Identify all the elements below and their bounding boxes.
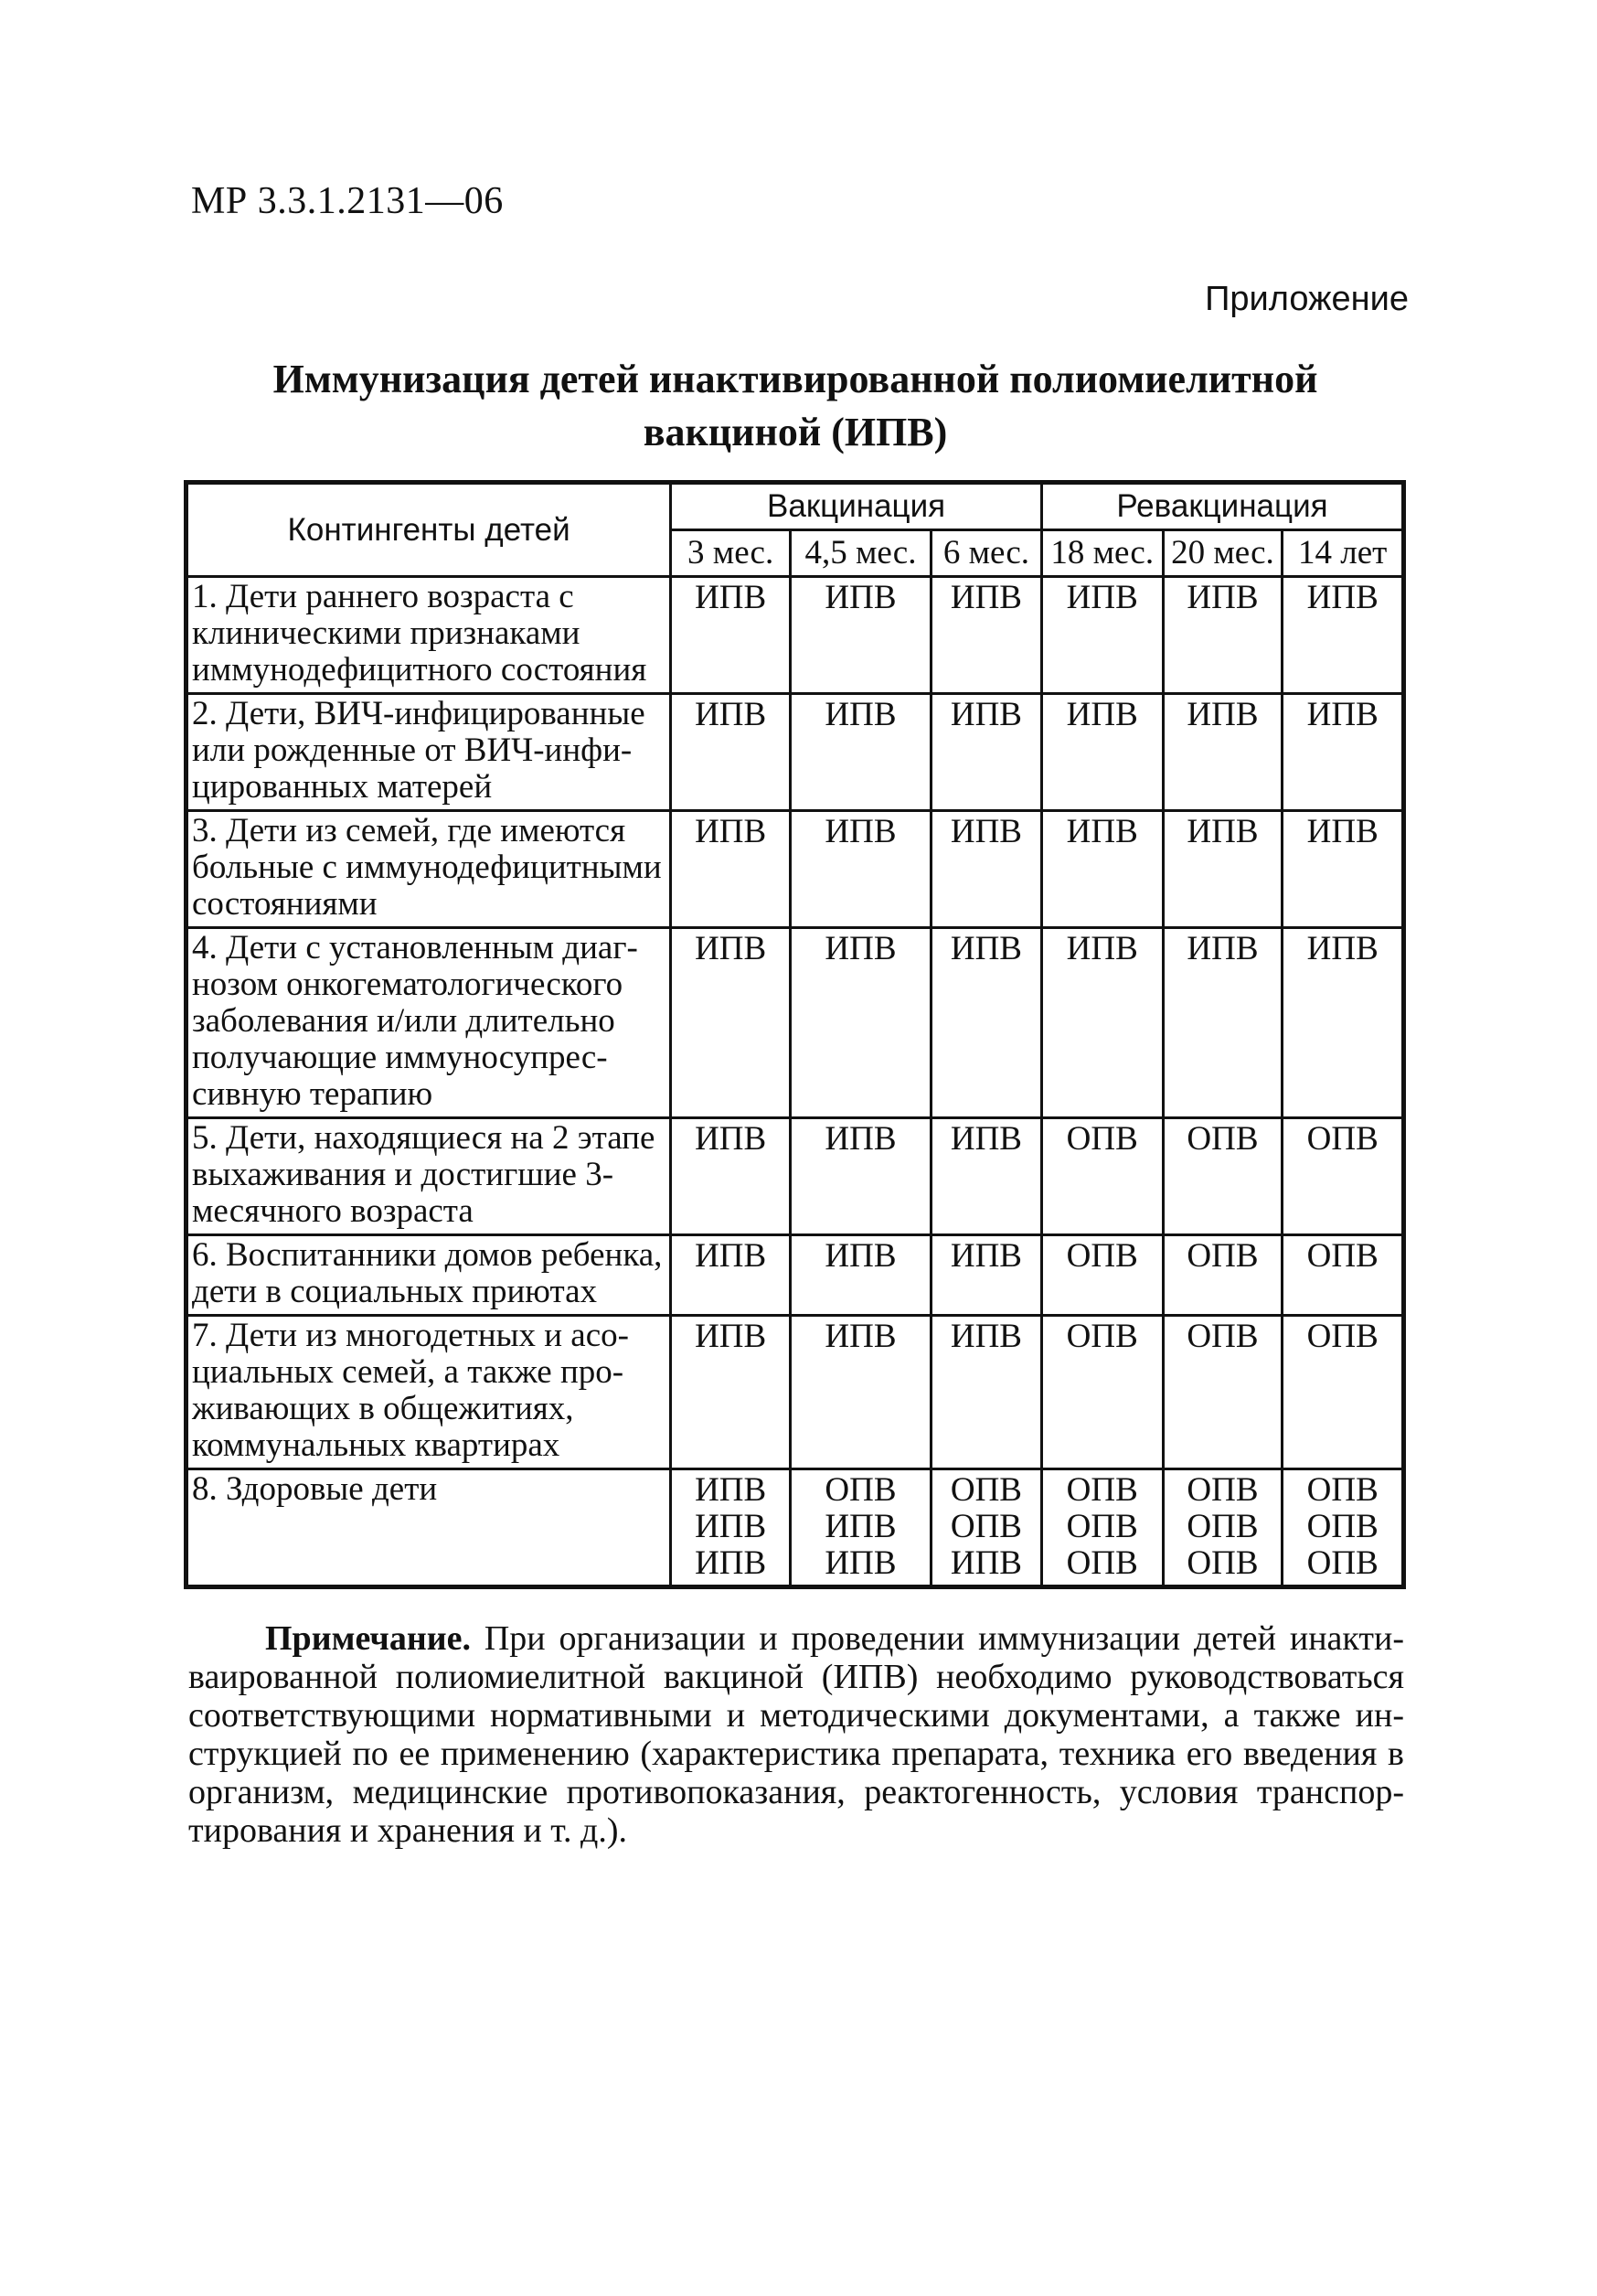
vaccine-value: ОПВ xyxy=(1066,1471,1138,1509)
vaccine-cell xyxy=(791,1316,932,1469)
vaccine-cell xyxy=(791,694,932,811)
table-header-row xyxy=(186,483,1404,530)
vaccine-value: ОПВ xyxy=(1066,1237,1138,1275)
vaccine-value: ИПВ xyxy=(1306,813,1379,850)
vaccine-cell xyxy=(791,1118,932,1235)
vaccine-value: ИПВ xyxy=(695,1318,767,1355)
vaccine-cell xyxy=(1283,1118,1404,1235)
vaccine-cell xyxy=(791,1469,932,1587)
vaccine-value: ИПВ xyxy=(825,930,897,967)
vaccine-value: ОПВ xyxy=(1187,1318,1259,1355)
vaccine-value: ОПВ xyxy=(950,1508,1022,1545)
vaccine-value: ИПВ xyxy=(1187,696,1259,733)
vaccine-value: ОПВ xyxy=(1306,1544,1379,1582)
vaccine-cell xyxy=(931,1235,1041,1316)
vaccine-value: ИПВ xyxy=(695,1120,767,1158)
vaccine-value: ИПВ xyxy=(1066,813,1138,850)
vaccine-value: ИПВ xyxy=(825,696,897,733)
vaccine-value: ИПВ xyxy=(950,1237,1022,1275)
age-header: 6 мес. xyxy=(931,530,1041,577)
page-title xyxy=(183,353,1408,459)
age-header: 14 лет xyxy=(1283,530,1404,577)
vaccine-cell xyxy=(931,577,1041,694)
vaccine-cell xyxy=(1041,694,1163,811)
vaccine-value: ИПВ xyxy=(825,1237,897,1275)
table-row xyxy=(186,577,1404,694)
vaccine-cell xyxy=(1283,577,1404,694)
vaccine-cell xyxy=(1041,928,1163,1118)
vaccine-value: ИПВ xyxy=(1306,930,1379,967)
table-row xyxy=(186,694,1404,811)
table-row xyxy=(186,928,1404,1118)
vaccine-cell xyxy=(1041,577,1163,694)
contingent-header: Контингенты детей xyxy=(186,483,671,577)
immunization-schedule-table xyxy=(184,480,1406,1589)
vaccine-value: ОПВ xyxy=(1187,1544,1259,1582)
vaccine-value: ОПВ xyxy=(950,1471,1022,1509)
age-header: 20 мес. xyxy=(1163,530,1283,577)
vaccine-cell xyxy=(791,1235,932,1316)
vaccine-value: ИПВ xyxy=(950,1318,1022,1355)
age-header: 3 мес. xyxy=(671,530,791,577)
vaccine-cell xyxy=(1163,1316,1283,1469)
vaccine-cell xyxy=(671,1316,791,1469)
revaccination-group-header: Ревакцинация xyxy=(1041,483,1403,530)
vaccine-value: ИПВ xyxy=(695,1544,767,1582)
vaccine-value: ОПВ xyxy=(825,1471,897,1509)
vaccine-cell xyxy=(1163,1235,1283,1316)
document-code: МР 3.3.1.2131—06 xyxy=(191,180,504,222)
contingent-cell: 1. Дети раннего возраста с клиническими признаками иммунодефицитного состояния xyxy=(186,577,671,694)
vaccine-cell xyxy=(791,928,932,1118)
vaccine-value: ИПВ xyxy=(825,1318,897,1355)
vaccine-cell xyxy=(1283,928,1404,1118)
vaccine-cell xyxy=(1041,1316,1163,1469)
vaccine-value: ИПВ xyxy=(695,813,767,850)
vaccine-value: ИПВ xyxy=(825,1544,897,1582)
vaccine-value: ИПВ xyxy=(825,1508,897,1545)
vaccine-value: ИПВ xyxy=(1187,813,1259,850)
vaccine-cell xyxy=(1163,928,1283,1118)
table-body xyxy=(186,577,1404,1587)
vaccine-value: ИПВ xyxy=(950,813,1022,850)
vaccine-cell xyxy=(671,1118,791,1235)
vaccine-value: ОПВ xyxy=(1306,1237,1379,1275)
vaccine-cell xyxy=(1163,811,1283,928)
vaccine-cell xyxy=(671,694,791,811)
table-row xyxy=(186,1118,1404,1235)
age-header: 4,5 мес. xyxy=(791,530,932,577)
vaccine-cell xyxy=(1041,1469,1163,1587)
vaccine-value: ИПВ xyxy=(1306,579,1379,616)
vaccine-cell xyxy=(931,928,1041,1118)
vaccine-value: ОПВ xyxy=(1066,1318,1138,1355)
vaccine-value: ОПВ xyxy=(1187,1237,1259,1275)
vaccine-cell xyxy=(1163,577,1283,694)
vaccine-value: ОПВ xyxy=(1306,1471,1379,1509)
vaccine-value: ИПВ xyxy=(1066,579,1138,616)
vaccine-cell xyxy=(1283,811,1404,928)
vaccine-cell xyxy=(1283,1235,1404,1316)
vaccine-value: ИПВ xyxy=(950,1120,1022,1158)
vaccine-value: ИПВ xyxy=(695,696,767,733)
note-label: Примечание. xyxy=(265,1619,471,1658)
vaccine-cell xyxy=(671,811,791,928)
table-row xyxy=(186,1316,1404,1469)
vaccine-cell xyxy=(671,1469,791,1587)
vaccine-cell xyxy=(931,694,1041,811)
table-row xyxy=(186,1235,1404,1316)
title-line-1: Иммунизация детей инактивированной полиомиелитной xyxy=(272,357,1318,401)
vaccine-cell xyxy=(1041,1235,1163,1316)
vaccine-cell xyxy=(1283,1469,1404,1587)
vaccine-value: ОПВ xyxy=(1306,1318,1379,1355)
vaccine-value: ОПВ xyxy=(1187,1471,1259,1509)
vaccine-cell xyxy=(931,811,1041,928)
vaccine-value: ОПВ xyxy=(1306,1120,1379,1158)
vaccine-value: ИПВ xyxy=(825,813,897,850)
vaccine-cell xyxy=(791,811,932,928)
contingent-cell: 3. Дети из семей, где имеются больные с иммунодефицитными состояниями xyxy=(186,811,671,928)
vaccine-value: ИПВ xyxy=(695,930,767,967)
vaccine-value: ИПВ xyxy=(695,1471,767,1509)
vaccine-value: ИПВ xyxy=(825,579,897,616)
contingent-cell: 7. Дети из многодетных и асоциальных семей, а также проживающих в общежитиях, коммунальных квартирах xyxy=(186,1316,671,1469)
contingent-cell: 8. Здоровые дети xyxy=(186,1469,671,1587)
vaccine-cell xyxy=(931,1118,1041,1235)
vaccine-value: ИПВ xyxy=(950,930,1022,967)
vaccine-value: ИПВ xyxy=(950,1544,1022,1582)
title-line-2: вакциной (ИПВ) xyxy=(643,410,948,454)
vaccine-value: ИПВ xyxy=(1187,579,1259,616)
vaccine-value: ИПВ xyxy=(950,579,1022,616)
vaccine-value: ИПВ xyxy=(1187,930,1259,967)
vaccine-cell xyxy=(931,1316,1041,1469)
note-text: При организации и проведении иммунизации детей инактиваированной полиомиелитной вакциной (ИПВ) необходимо руководствоваться соответствующими нормативными и методическими документами, а также инструкцией по ее применению (характеристика препарата, техника его введения в организм, медицинские противопоказания, реактогенность, условия транспортирования и хранения и т. д.). xyxy=(188,1619,1404,1850)
table-row xyxy=(186,811,1404,928)
vaccine-value: ИПВ xyxy=(695,579,767,616)
vaccine-value: ОПВ xyxy=(1066,1544,1138,1582)
vaccine-value: ИПВ xyxy=(950,696,1022,733)
vaccine-value: ИПВ xyxy=(1066,696,1138,733)
vaccine-value: ИПВ xyxy=(1306,696,1379,733)
vaccine-value: ОПВ xyxy=(1187,1120,1259,1158)
vaccine-value: ИПВ xyxy=(695,1237,767,1275)
vaccine-cell xyxy=(671,928,791,1118)
vaccine-value: ОПВ xyxy=(1187,1508,1259,1545)
vaccine-cell xyxy=(1283,694,1404,811)
contingent-cell: 2. Дети, ВИЧ-инфицированные или рожденные от ВИЧ-инфицированных матерей xyxy=(186,694,671,811)
vaccine-value: ИПВ xyxy=(1066,930,1138,967)
vaccine-value: ОПВ xyxy=(1066,1120,1138,1158)
vaccine-value: ОПВ xyxy=(1066,1508,1138,1545)
vaccine-cell xyxy=(671,1235,791,1316)
vaccine-value: ИПВ xyxy=(825,1120,897,1158)
vaccine-cell xyxy=(931,1469,1041,1587)
vaccine-cell xyxy=(1163,1469,1283,1587)
vaccine-value: ОПВ xyxy=(1306,1508,1379,1545)
note-paragraph xyxy=(188,1619,1404,1850)
vaccine-cell xyxy=(1163,1118,1283,1235)
vaccine-cell xyxy=(1163,694,1283,811)
age-header: 18 мес. xyxy=(1041,530,1163,577)
vaccine-value: ИПВ xyxy=(695,1508,767,1545)
table-row xyxy=(186,1469,1404,1587)
contingent-cell: 5. Дети, находящиеся на 2 этапе выхаживания и достигшие 3-месячного возраста xyxy=(186,1118,671,1235)
vaccine-cell xyxy=(1041,1118,1163,1235)
appendix-label: Приложение xyxy=(1205,280,1409,318)
vaccine-cell xyxy=(1041,811,1163,928)
vaccine-cell xyxy=(671,577,791,694)
vaccine-cell xyxy=(1283,1316,1404,1469)
contingent-cell: 6. Воспитанники домов ребенка, дети в социальных приютах xyxy=(186,1235,671,1316)
vaccine-cell xyxy=(791,577,932,694)
vaccination-group-header: Вакцинация xyxy=(671,483,1042,530)
contingent-cell: 4. Дети с установленным диагнозом онкогематологического заболевания и/или длительно получающие иммуносупрессивную терапию xyxy=(186,928,671,1118)
